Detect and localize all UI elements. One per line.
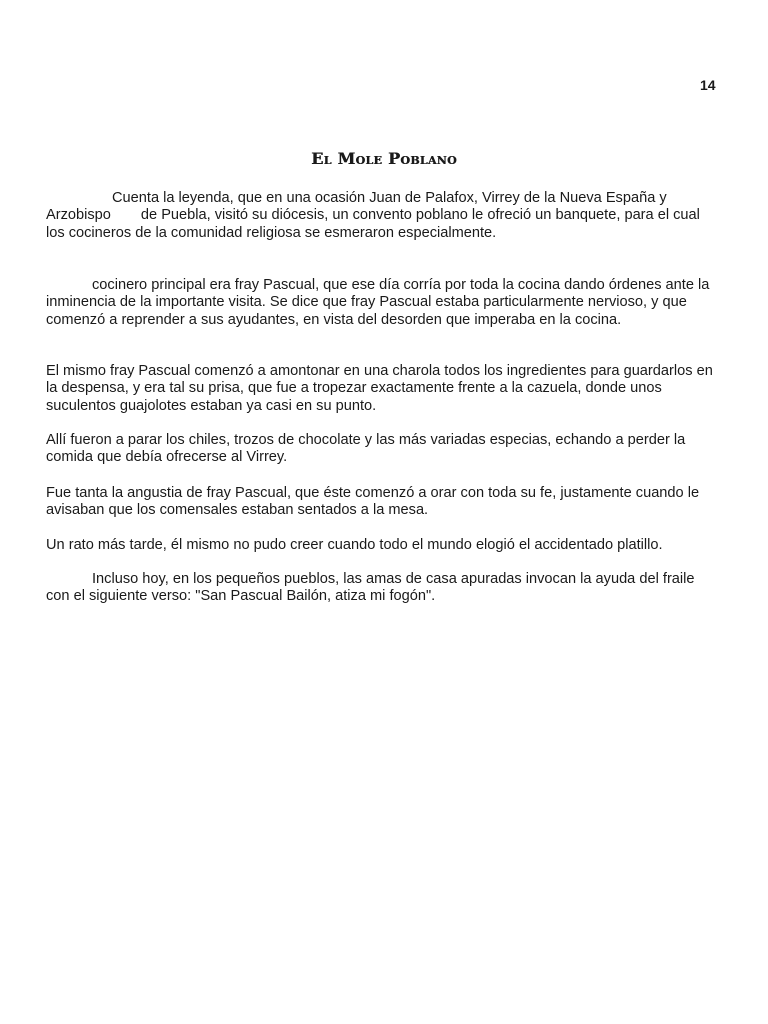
paragraph-4: Allí fueron a parar los chiles, trozos de chocolate y las más variadas especias, echando a perder la comida que debía ofrecerse al Virrey. — [46, 432, 686, 466]
paragraph-7: Incluso hoy, en los pequeños pueblos, las amas de casa apuradas invocan la ayuda del fraile con el siguiente verso: "San Pascual Bailón, atiza mi fogón". — [46, 571, 695, 605]
page-number: 14 — [700, 77, 716, 93]
paragraph-1-part-b: de Puebla, visitó su diócesis, un convento poblano le ofreció un banquete, para el cual los cocineros de la comunidad religiosa se esmeraron especialmente. — [46, 207, 700, 241]
paragraph-3: El mismo fray Pascual comenzó a amontonar en una charola todos los ingredientes para guardarlos en la despensa, y era tal su prisa, que fue a tropezar exactamente frente a la cazuela, donde unos suculentos guajolotes estaban ya casi en su punto. — [46, 363, 713, 414]
paragraph-6: Un rato más tarde, él mismo no pudo creer cuando todo el mundo elogió el accidentado platillo. — [46, 537, 663, 553]
paragraph-1-part-a: Cuenta la leyenda, que en una ocasión Juan de Palafox, Virrey de la Nueva España y Arzobispo — [46, 190, 667, 224]
paragraph-2: cocinero principal era fray Pascual, que ese día corría por toda la cocina dando órdenes ante la inminencia de la importante visita. Se dice que fray Pascual estaba particularmente nervioso, y que comenzó a reprender a sus ayudantes, en vista del desorden que imperaba en la cocina. — [46, 277, 710, 328]
paragraph-5: Fue tanta la angustia de fray Pascual, que éste comenzó a orar con toda su fe, justamente cuando le avisaban que los comensales estaban sentados a la mesa. — [46, 485, 700, 519]
page-title: El Mole Poblano — [311, 149, 457, 168]
paragraph-1 — [46, 190, 716, 242]
